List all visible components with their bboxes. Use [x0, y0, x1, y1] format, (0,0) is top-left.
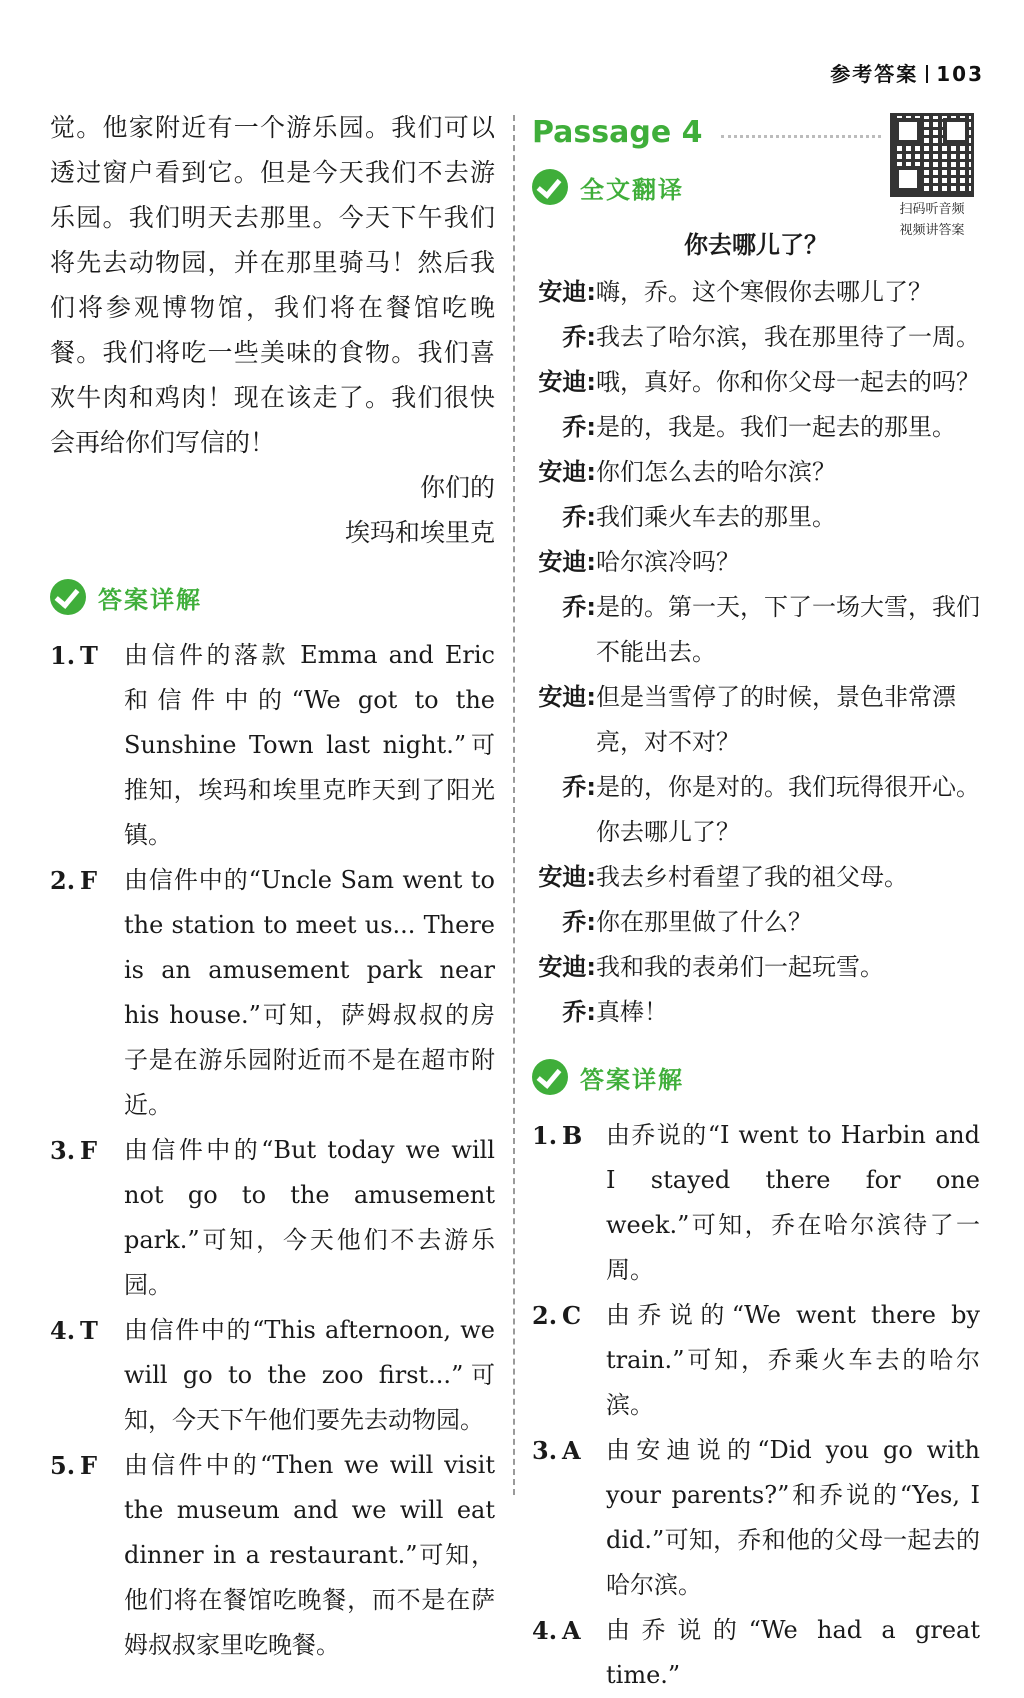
utterance: 你们怎么去的哈尔滨？ — [596, 458, 836, 486]
utterance: 我去乡村看望了我的祖父母。 — [596, 863, 908, 891]
answer-key: T — [80, 1316, 98, 1345]
speaker: 乔: — [562, 908, 596, 936]
passage-title: Passage 4 — [532, 114, 703, 150]
check-circle-icon — [50, 579, 86, 615]
answer-key: B — [562, 1121, 583, 1150]
answer-number: 2. — [532, 1301, 558, 1330]
dialogue-line — [532, 990, 980, 1035]
header-section: 参考答案 — [830, 62, 919, 86]
page-number: 103 — [936, 62, 984, 86]
speaker: 安迪: — [538, 548, 596, 576]
answer-number: 3. — [50, 1136, 76, 1165]
dialogue-title: 你去哪儿了？ — [684, 231, 828, 259]
letter-paragraph: 觉。他家附近有一个游乐园。我们可以透过窗户看到它。但是今天我们不去游乐园。我们明天去那里。今天下午我们将先去动物园，并在那里骑马！然后我们将参观博物馆，我们将在餐馆吃晚餐。我们将吃一些美味的食物。我们喜欢牛肉和鸡肉！现在该走了。我们很快会再给你们写信的！ — [50, 113, 495, 457]
answer-explanation: 由乔说的“We had a great time.” — [606, 1616, 980, 1689]
left-column — [50, 105, 495, 1668]
qr-finder — [895, 166, 921, 192]
answer-explanation: 由乔说的“We went there by train.”可知，乔乘火车去的哈尔滨。 — [606, 1301, 980, 1419]
dialogue-line — [532, 360, 980, 405]
utterance: 嗨，乔。这个寒假你去哪儿了？ — [596, 278, 932, 306]
speaker: 乔: — [562, 998, 596, 1026]
answer-item — [50, 633, 495, 858]
answer-explanation: 由信件中的“Uncle Sam went to the station to meet us... There is an amusement park near his house.”可知，萨姆叔叔的房子是在游乐园附近而不是在超市附近。 — [124, 866, 495, 1119]
answer-item — [532, 1428, 980, 1608]
speaker: 安迪: — [538, 278, 596, 306]
qr-caption-line1: 扫码听音频 — [899, 202, 965, 217]
speaker: 乔: — [562, 593, 596, 621]
answer-item — [532, 1113, 980, 1293]
dialogue-line — [532, 855, 980, 900]
qr-finder — [943, 118, 969, 144]
speaker: 安迪: — [538, 953, 596, 981]
answer-number: 4. — [532, 1616, 558, 1645]
utterance: 但是当雪停了的时候，景色非常漂亮，对不对？ — [596, 683, 956, 756]
answer-item — [532, 1293, 980, 1428]
translation-heading-title: 全文翻译 — [580, 175, 684, 204]
answer-explanation: 由信件中的“But today we will not go to the amusement park.”可知，今天他们不去游乐园。 — [124, 1136, 495, 1299]
speaker: 乔: — [562, 413, 596, 441]
answers-heading-title: 答案详解 — [98, 585, 202, 614]
answers-heading-title: 答案详解 — [580, 1065, 684, 1094]
dialogue-line — [532, 945, 980, 990]
dialogue-line — [532, 540, 980, 585]
answer-key: A — [562, 1616, 581, 1645]
qr-caption-line2: 视频讲答案 — [899, 223, 965, 238]
dialogue-line — [532, 900, 980, 945]
utterance: 我和我的表弟们一起玩雪。 — [596, 953, 884, 981]
answer-number: 4. — [50, 1316, 76, 1345]
utterance: 真棒！ — [596, 998, 668, 1026]
dialogue-line — [532, 585, 980, 675]
answer-item — [50, 1308, 495, 1443]
column-divider — [513, 115, 515, 1495]
check-circle-icon — [532, 169, 568, 205]
answer-key: F — [80, 1451, 98, 1480]
utterance: 是的，我是。我们一起去的那里。 — [596, 413, 956, 441]
utterance: 哦，真好。你和你父母一起去的吗？ — [596, 368, 980, 396]
dialogue-line — [532, 765, 980, 855]
answer-key: C — [562, 1301, 582, 1330]
speaker: 安迪: — [538, 683, 596, 711]
dialogue-line — [532, 315, 980, 360]
answer-number: 1. — [532, 1121, 558, 1150]
answer-item — [532, 1608, 980, 1698]
dialogue-line — [532, 675, 980, 765]
answer-item — [50, 1443, 495, 1668]
answer-key: A — [562, 1436, 581, 1465]
header-divider — [926, 65, 928, 83]
answer-explanation: 由信件中的“This afternoon, we will go to the zoo first...”可知，今天下午他们要先去动物园。 — [124, 1316, 495, 1434]
qr-finder — [895, 118, 921, 144]
dotted-rule — [721, 135, 881, 138]
dialogue-line — [532, 405, 980, 450]
letter-signature: 埃玛和埃里克 — [344, 518, 495, 547]
page-header — [830, 58, 984, 87]
check-circle-icon — [532, 1059, 568, 1095]
dialogue-line — [532, 495, 980, 540]
speaker: 安迪: — [538, 368, 596, 396]
qr-block[interactable] — [884, 113, 980, 239]
answer-number: 2. — [50, 866, 76, 895]
letter-closing: 你们的 — [419, 473, 495, 502]
answer-item — [50, 858, 495, 1128]
answer-item — [50, 1128, 495, 1308]
speaker: 乔: — [562, 503, 596, 531]
answer-number: 1. — [50, 641, 76, 670]
answer-explanation: 由安迪说的“Did you go with your parents?”和乔说的“Yes, I did.”可知，乔和他的父母一起去的哈尔滨。 — [606, 1436, 980, 1599]
answer-explanation: 由乔说的“I went to Harbin and I stayed there for one week.”可知，乔在哈尔滨待了一周。 — [606, 1121, 980, 1284]
answer-explanation: 由信件的落款 Emma and Eric 和信件中的“We got to the Sunshine Town last night.”可推知，埃玛和埃里克昨天到了阳光镇。 — [124, 641, 495, 849]
utterance: 是的，你是对的。我们玩得很开心。你去哪儿了？ — [596, 773, 980, 846]
answer-number: 5. — [50, 1451, 76, 1480]
answer-explanation: 由信件中的“Then we will visit the museum and we will eat dinner in a restaurant.”可知，他们将在餐馆吃晚餐，而不是在萨姆叔叔家里吃晚餐。 — [124, 1451, 495, 1659]
answer-number: 3. — [532, 1436, 558, 1465]
utterance: 你在那里做了什么？ — [596, 908, 812, 936]
speaker: 乔: — [562, 773, 596, 801]
speaker: 安迪: — [538, 458, 596, 486]
qr-code-icon[interactable] — [890, 113, 974, 197]
answers-heading — [50, 575, 495, 619]
answer-key: F — [80, 866, 98, 895]
speaker: 安迪: — [538, 863, 596, 891]
dialogue-line — [532, 450, 980, 495]
dialogue-line — [532, 270, 980, 315]
answers-heading — [532, 1055, 980, 1099]
utterance: 我去了哈尔滨，我在那里待了一周。 — [596, 323, 980, 351]
right-column — [532, 105, 980, 1698]
utterance: 哈尔滨冷吗？ — [596, 548, 740, 576]
speaker: 乔: — [562, 323, 596, 351]
answer-key: T — [80, 641, 98, 670]
utterance: 我们乘火车去的那里。 — [596, 503, 836, 531]
answer-key: F — [80, 1136, 98, 1165]
utterance: 是的。第一天，下了一场大雪，我们不能出去。 — [596, 593, 980, 666]
